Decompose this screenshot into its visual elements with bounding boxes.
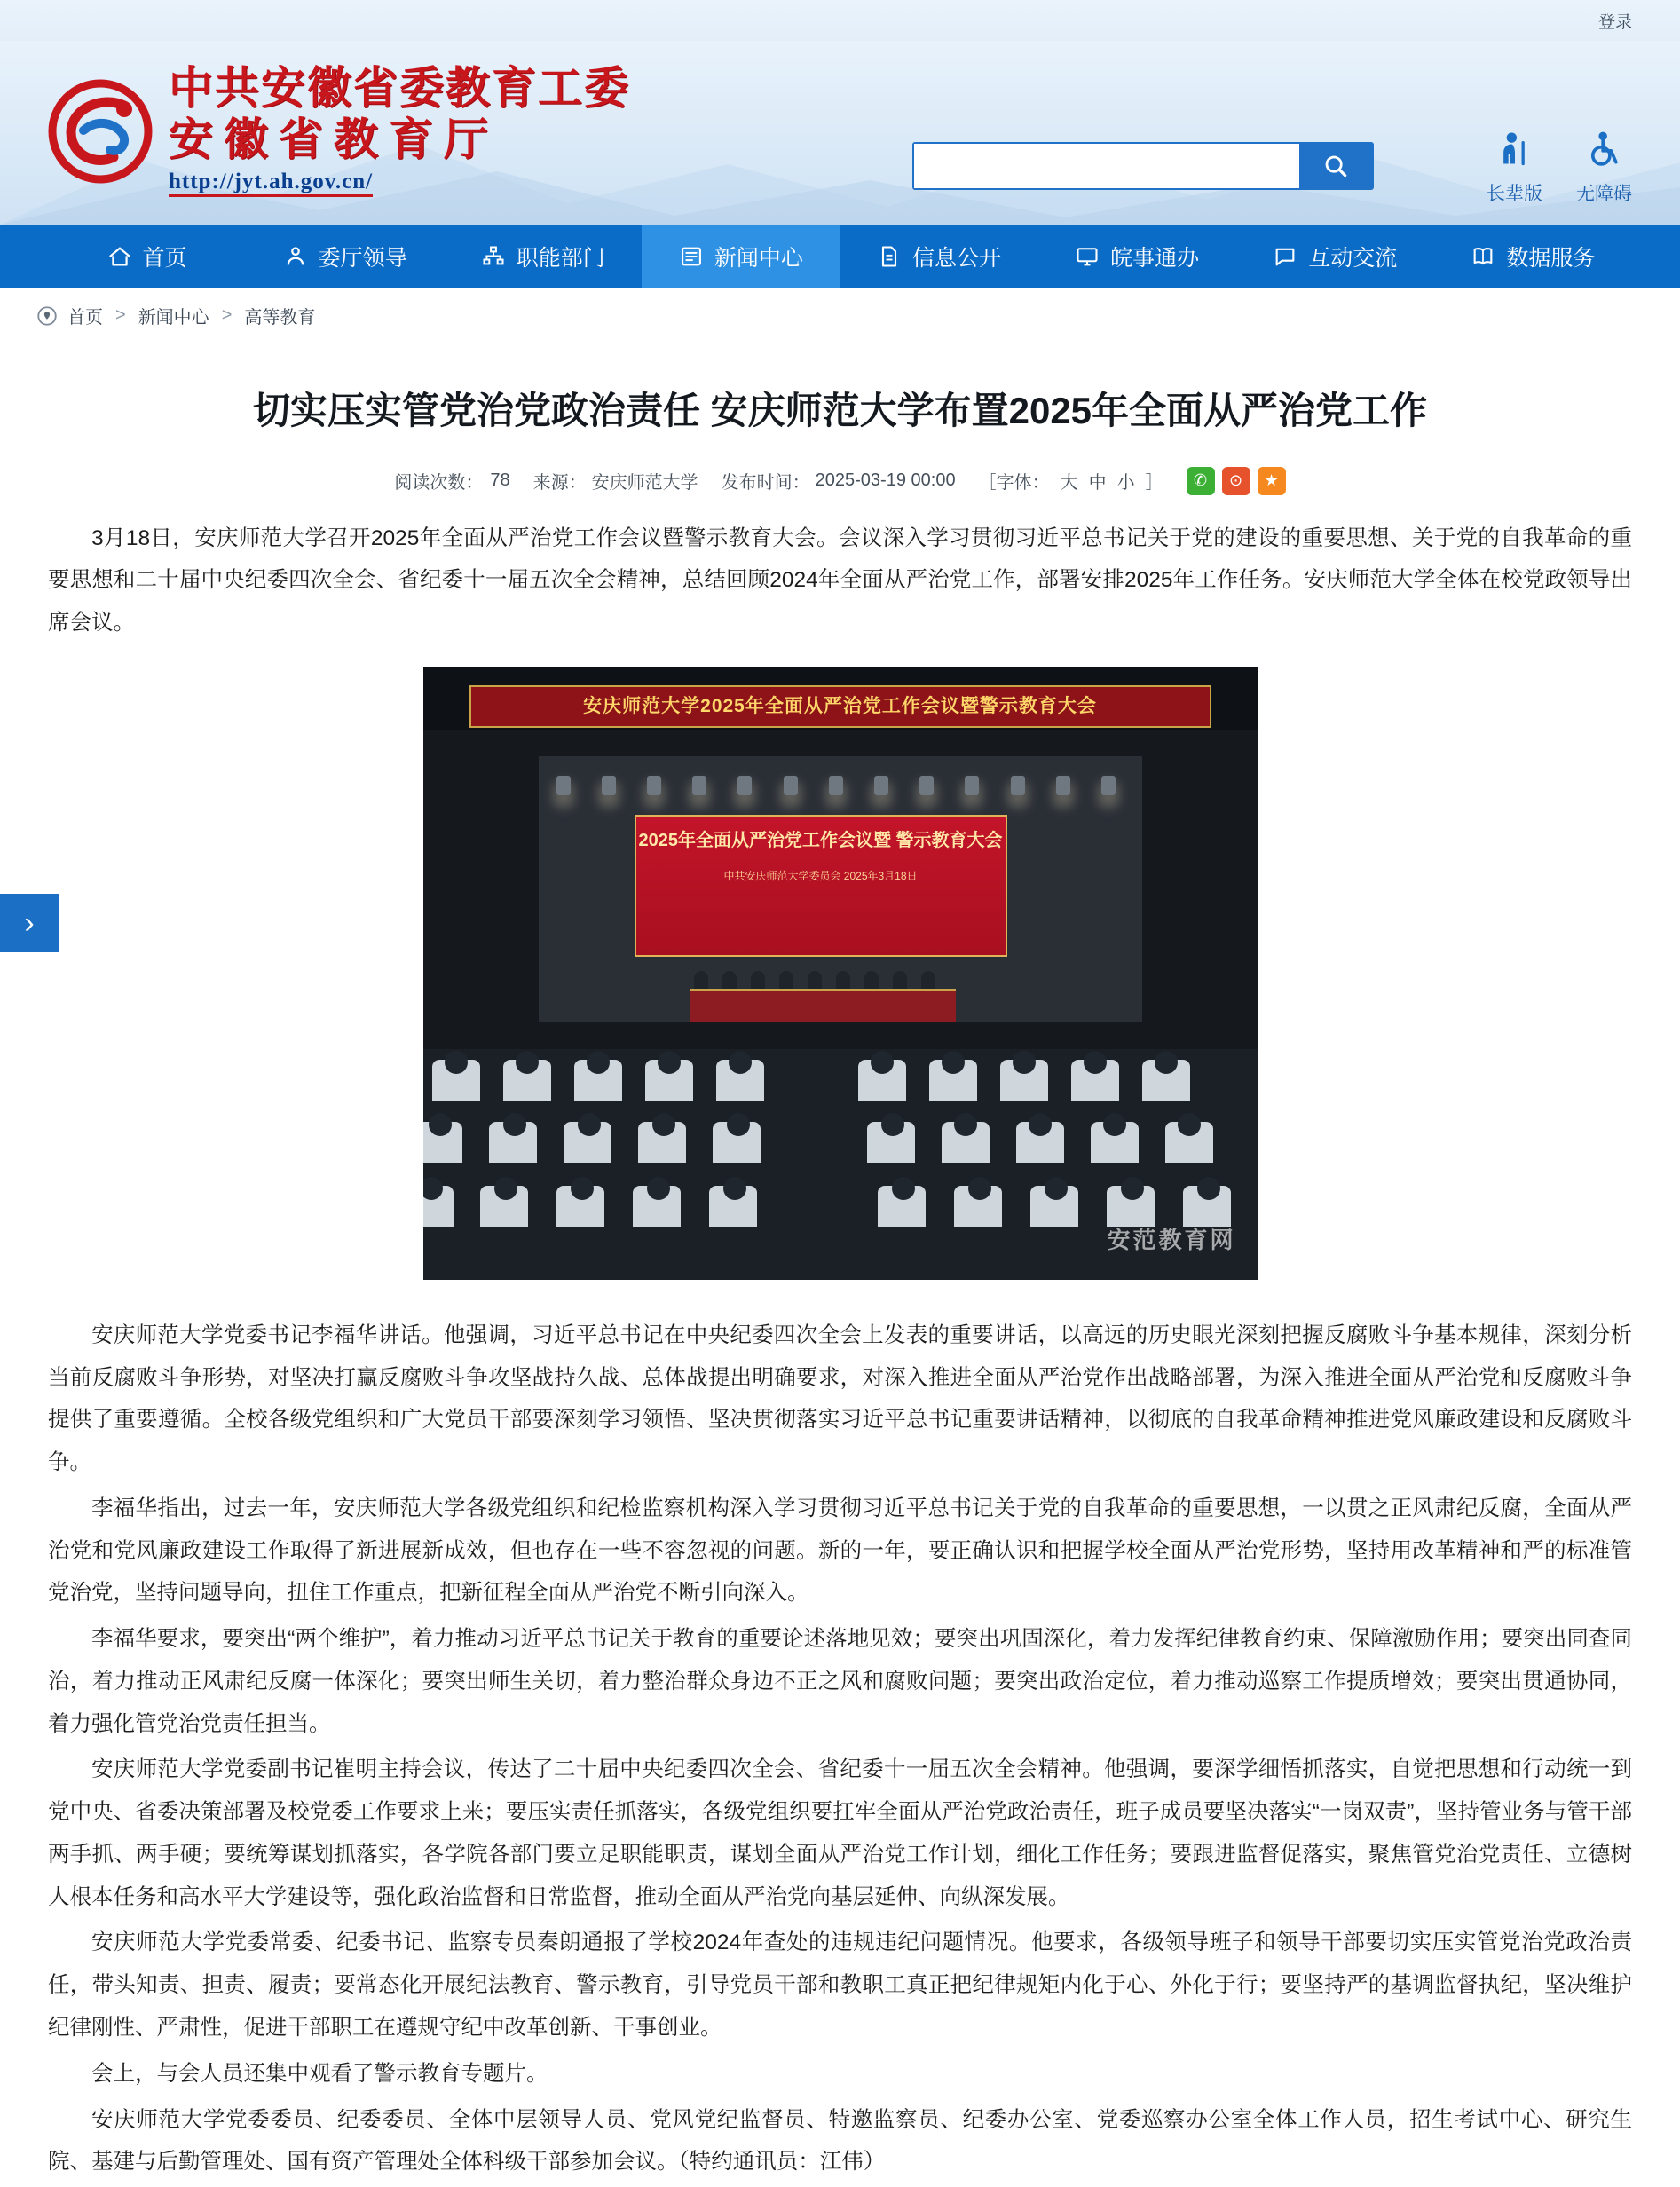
nav-label-interaction: 互动交流	[1308, 246, 1398, 271]
chat-icon	[1273, 244, 1297, 269]
paragraph-6: 安庆师范大学党委常委、纪委书记、监察专员秦朗通报了学校2024年查处的违规违纪问题情况。他要求，各级领导班子和领导干部要切实压实管党治党政治责任，带头知责、担责、履责；要常态化开展纪法教育、警示教育，引导党员干部和教职工真正把纪律规矩内化于心、外化于行；要坚持严的基调监督执纪，坚决维护纪律刚性、严肃性，促进干部职工在遵规守纪中改革创新、干事创业。	[48, 1930, 1632, 2040]
main-navigation	[0, 225, 1680, 288]
hall-banner-text: 安庆师范大学2025年全面从严治党工作会议暨警示教育大会	[469, 685, 1211, 728]
photo-watermark: 安范教育网	[1107, 1228, 1236, 1254]
breadcrumb-separator-1: >	[221, 305, 233, 325]
breadcrumb-item-2[interactable]: 高等教育	[244, 308, 316, 328]
accessibility-wheelchair-icon	[1576, 130, 1632, 174]
paragraph-2: 安庆师范大学党委书记李福华讲话。他强调，习近平总书记在中央纪委四次全会上发表的重要讲话，以高远的历史眼光深刻把握反腐败斗争基本规律，深刻分析当前反腐败斗争形势，对坚决打赢反腐败斗争攻坚战持久战、总体战提出明确要求，对深入推进全面从严治党作出战略部署，为深入推进全面从严治党和反腐败斗争提供了重要遵循。全校各级党组织和广大党员干部要深刻学习领悟、坚决贯彻落实习近平总书记重要讲话精神，以彻底的自我革命精神推进党风廉政建设和反腐败斗争。	[48, 1322, 1632, 1475]
nav-label-information-disclosure: 信息公开	[912, 246, 1002, 271]
views-value: 78	[490, 470, 510, 491]
login-link[interactable]: 登录	[1597, 12, 1632, 32]
location-pin-icon	[35, 304, 59, 328]
article-container	[0, 386, 1680, 2183]
font-size-label: ［字体：	[978, 473, 1050, 493]
paragraph-8: 安庆师范大学党委委员、纪委委员、全体中层领导人员、党风党纪监督员、特邀监察员、纪委办公室、党委巡察办公室全体工作人员，招生考试中心、研究生院、基建与后勤管理处、国有资产管理处全体科级干部参加会议。（特约通讯员：江伟）	[48, 2107, 1632, 2175]
nav-item-service[interactable]	[1038, 225, 1236, 288]
elder-version-link[interactable]	[1487, 130, 1542, 206]
publish-value: 2025-03-19 00:00	[815, 470, 956, 491]
article-body	[48, 517, 1632, 2183]
nav-label-data-service: 数据服务	[1506, 246, 1596, 271]
home-icon	[107, 244, 132, 269]
nav-item-leaders[interactable]	[246, 225, 444, 288]
stage-screen	[635, 815, 1007, 957]
elder-version-label: 长辈版	[1487, 184, 1542, 204]
site-brand[interactable]	[48, 63, 630, 197]
nav-item-home[interactable]	[48, 225, 246, 288]
search-icon	[1322, 153, 1349, 179]
nav-item-departments[interactable]	[444, 225, 642, 288]
monitor-icon	[1075, 244, 1100, 269]
source-value: 安庆师范大学	[591, 473, 698, 493]
breadcrumb-item-1[interactable]: 新闻中心	[138, 308, 209, 328]
site-search[interactable]	[912, 142, 1374, 190]
document-icon	[877, 244, 902, 269]
news-icon	[679, 244, 704, 269]
favorite-share-icon[interactable]: ★	[1258, 467, 1286, 495]
breadcrumb-separator-0: >	[115, 305, 126, 325]
paragraph-3: 李福华指出，过去一年，安庆师范大学各级党组织和纪检监察机构深入学习贯彻习近平总书记关于党的自我革命的重要思想，一以贯之正风肃纪反腐，全面从严治党和党风廉政建设工作取得了新进展新成效，但也存在一些不容忽视的问题。新的一年，要正确认识和把握学校全面从严治党形势，坚持用改革精神和严的标准管党治党，坚持问题导向，扭住工作重点，把新征程全面从严治党不断引向深入。	[48, 1496, 1632, 1606]
accessibility-label: 无障碍	[1576, 184, 1632, 204]
site-url: http://jyt.ah.gov.cn/	[169, 170, 373, 197]
government-emblem-logo-icon	[48, 79, 153, 184]
site-header	[0, 41, 1680, 225]
accessibility-links	[1487, 130, 1632, 206]
publish-label: 发布时间：	[721, 473, 810, 493]
conference-photo	[423, 667, 1258, 1280]
screen-subtitle: 中共安庆师范大学委员会 2025年3月18日	[723, 869, 918, 882]
page-title: 切实压实管党治党政治责任 安庆师范大学布置2025年全面从严治党工作	[252, 390, 1428, 431]
font-size-small[interactable]: 小	[1116, 473, 1135, 493]
article-figure	[48, 667, 1632, 1295]
nav-item-news-center[interactable]	[642, 225, 840, 288]
article-meta	[48, 467, 1632, 495]
font-size-medium[interactable]: 中	[1088, 473, 1107, 493]
font-size-control	[979, 468, 1163, 493]
search-button[interactable]	[1299, 144, 1372, 188]
nav-label-departments: 职能部门	[516, 246, 605, 271]
user-tie-icon	[283, 244, 308, 269]
breadcrumb-item-0[interactable]: 首页	[67, 308, 103, 328]
wechat-share-icon[interactable]: ✆	[1187, 467, 1215, 495]
nav-label-service: 皖事通办	[1110, 246, 1200, 271]
search-input[interactable]	[914, 144, 1299, 188]
nav-label-leaders: 委厅领导	[318, 246, 407, 271]
org-name-line1: 中共安徽省委教育工委	[169, 63, 630, 113]
screen-title: 2025年全面从严治党工作会议暨 警示教育大会	[638, 830, 1003, 850]
share-buttons	[1187, 467, 1286, 495]
font-size-tail: ］	[1145, 473, 1163, 493]
source-label: 来源：	[532, 473, 587, 493]
utility-topbar	[0, 0, 1680, 41]
views-label: 阅读次数：	[394, 473, 484, 493]
accessibility-link[interactable]	[1576, 130, 1632, 206]
org-chart-icon	[481, 244, 506, 269]
gallery-next-button[interactable]: ›	[0, 894, 59, 952]
paragraph-5: 安庆师范大学党委副书记崔明主持会议，传达了二十届中央纪委四次全会、省纪委十一届五次全会精神。他强调，要深学细悟抓落实，自觉把思想和行动统一到党中央、省委决策部署及校党委工作要求上来；要压实责任抓落实，各级党组织要扛牢全面从严治党政治责任，班子成员要坚决落实“一岗双责”，坚持管业务与管干部两手抓、两手硬；要统筹谋划抓落实，各学院各部门要立足职能职责，谋划全面从严治党工作计划，细化工作任务；要跟进监督促落实，聚焦管党治党责任、立德树人根本任务和高水平大学建设等，强化政治监督和日常监督，推动全面从严治党向基层延伸、向纵深发展。	[48, 1757, 1632, 1909]
nav-label-home: 首页	[142, 246, 187, 271]
font-size-large[interactable]: 大	[1060, 473, 1078, 493]
paragraph-4: 李福华要求，要突出“两个维护”，着力推动习近平总书记关于教育的重要论述落地见效；要突出巩固深化，着力发挥纪律教育约束、保障激励作用；要突出同查同治，着力推动正风肃纪反腐一体深化；要突出师生关切，着力整治群众身边不正之风和腐败问题；要突出政治定位，着力推动巡察工作提质增效；要突出贯通协同，着力强化管党治党责任担当。	[48, 1627, 1632, 1736]
stage-lights	[556, 776, 1124, 799]
nav-label-news-center: 新闻中心	[714, 246, 803, 271]
weibo-share-icon[interactable]: ⊙	[1222, 467, 1250, 495]
org-name-line2: 安徽省教育厅	[169, 114, 499, 164]
nav-item-data-service[interactable]	[1434, 225, 1632, 288]
stage-table	[690, 989, 956, 1022]
elder-person-icon	[1487, 130, 1542, 174]
nav-item-information-disclosure[interactable]	[840, 225, 1038, 288]
book-icon	[1471, 244, 1495, 269]
nav-item-interaction[interactable]	[1236, 225, 1434, 288]
breadcrumb	[0, 288, 1680, 343]
paragraph-1: 3月18日，安庆师范大学召开2025年全面从严治党工作会议暨警示教育大会。会议深入学习贯彻习近平总书记关于党的建设的重要思想、关于党的自我革命的重要思想和二十届中央纪委四次全会、省纪委十一届五次全会精神，总结回顾2024年全面从严治党工作，部署安排2025年工作任务。安庆师范大学全体在校党政领导出席会议。	[48, 525, 1632, 636]
paragraph-7: 会上，与会人员还集中观看了警示教育专题片。	[91, 2061, 548, 2086]
